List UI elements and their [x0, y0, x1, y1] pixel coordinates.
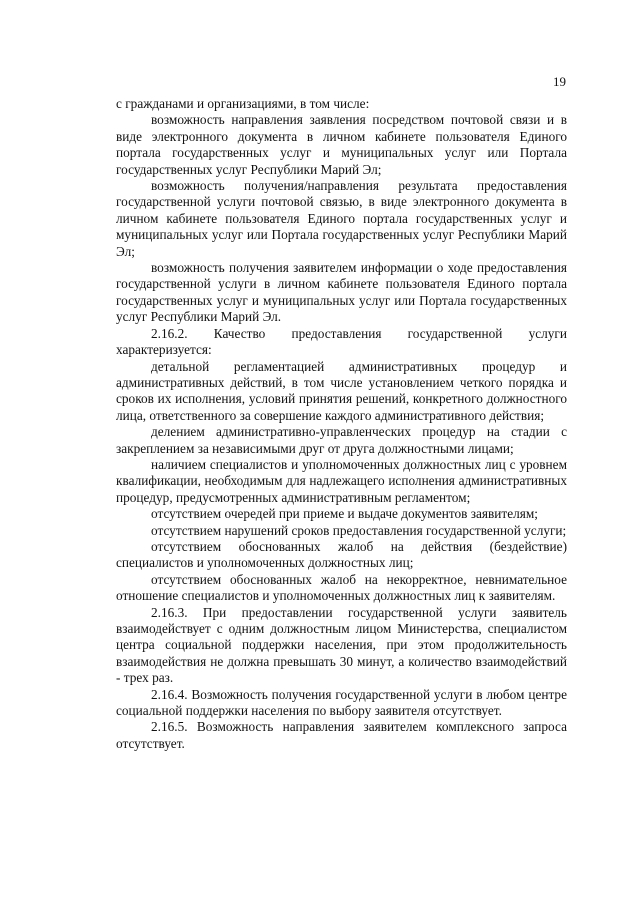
paragraph-2-16-5: 2.16.5. Возможность направления заявителем комплексного запроса отсутствует. [116, 719, 567, 751]
paragraph-regulation-detail: детальной регламентацией административных процедур и административных действий, в том числе установлением четкого порядка и сроков их исполнения, условий принятия решений, конкретного должностного лица, ответственного за совершение каждого административного действия; [116, 358, 567, 423]
paragraph-qualified-staff: наличием специалистов и уполномоченных должностных лиц с уровнем квалификации, необходимым для надлежащего исполнения административных процедур, предусмотренных административным регламентом; [116, 456, 567, 505]
paragraph-2-16-3: 2.16.3. При предоставлении государственной услуги заявитель взаимодействует с одним должностным лицом Министерства, специалистом центра социальной поддержки населения, при этом продолжительность взаимодействия не должна превышать 30 минут, а количество взаимодействий - трех раз. [116, 604, 567, 686]
paragraph-stage-division: делением административно-управленческих процедур на стадии с закреплением за независимыми друг от друга должностными лицами; [116, 424, 567, 456]
paragraph-2-16-2: 2.16.2. Качество предоставления государственной услуги характеризуется: [116, 325, 567, 358]
paragraph-no-complaints-actions: отсутствием обоснованных жалоб на действия (бездействие) специалистов и уполномоченных должностных лиц; [116, 538, 567, 571]
document-body [116, 96, 567, 752]
paragraph-progress-info: возможность получения заявителем информации о ходе предоставления государственной услуги в личном кабинете пользователя Единого портала государственных услуг и муниципальных услуг или Портала государственных услуг Республики Марий Эл. [116, 260, 567, 325]
paragraph-2-16-4: 2.16.4. Возможность получения государственной услуги в любом центре социальной поддержки населения по выбору заявителя отсутствует. [116, 686, 567, 719]
paragraph-no-deadline-violations: отсутствием нарушений сроков предоставления государственной услуги; [151, 522, 567, 538]
paragraph-no-queues: отсутствием очередей при приеме и выдаче документов заявителям; [151, 506, 538, 522]
paragraph-result-delivery: возможность получения/направления результата предоставления государственной услуги почтовой связью, в виде электронного документа в личном кабинете пользователя Единого портала государственных услуг и муниципальных услуг или Портала государственных услуг Республики Марий Эл; [116, 178, 567, 259]
paragraph-no-complaints-attitude: отсутствием обоснованных жалоб на некорректное, невнимательное отношение специалистов и уполномоченных должностных лиц к заявителям. [116, 571, 567, 604]
paragraph-postal-submission: возможность направления заявления посредством почтовой связи и в виде электронного документа в личном кабинете пользователя Единого портала государственных услуг и муниципальных услуг или Портала государственных услуг Республики Марий Эл; [116, 112, 567, 177]
paragraph-intro: с гражданами и организациями, в том числе: [116, 96, 370, 111]
page-number: 19 [553, 74, 566, 89]
